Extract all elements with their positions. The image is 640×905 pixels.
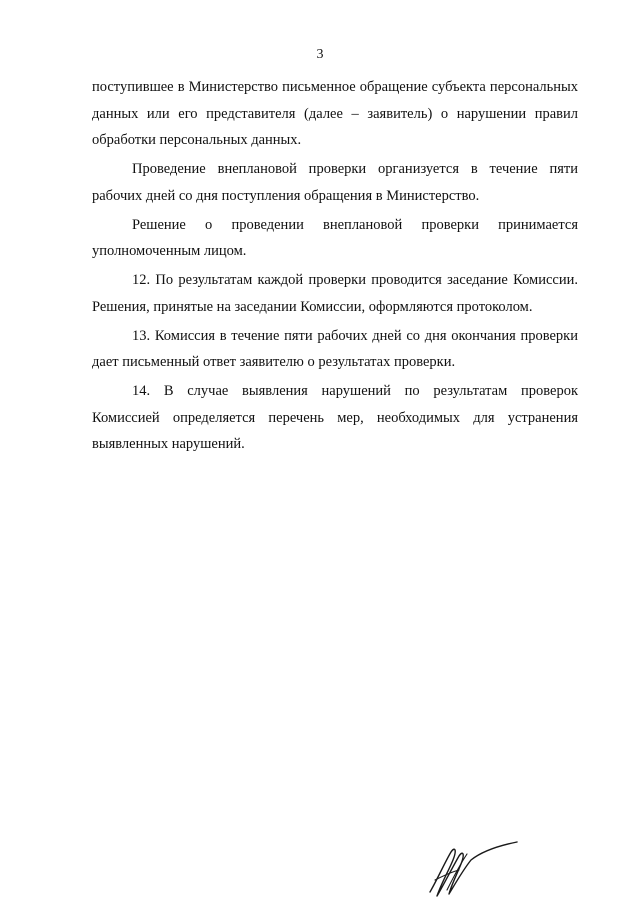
paragraph-continuation: поступившее в Министерство письменное обращение субъекта персональных данных или его представителя (далее – заявитель) о нарушении правил обработки персональных данных. (92, 79, 578, 148)
paragraph-item-12: 12. По результатам каждой проверки проводится заседание Комиссии. Решения, принятые на заседании Комиссии, оформляются протоколом. (92, 272, 578, 315)
paragraph-decision: Решение о проведении внеплановой проверки принимается уполномоченным лицом. (92, 216, 578, 259)
page-number: 3 (316, 47, 324, 62)
document-body (92, 74, 578, 460)
paragraph-unscheduled-check-timing: Проведение внеплановой проверки организуется в течение пяти рабочих дней со дня поступления обращения в Министерство. (92, 161, 578, 204)
handwritten-signature (425, 840, 525, 900)
paragraph-item-13: 13. Комиссия в течение пяти рабочих дней со дня окончания проверки дает письменный ответ заявителю о результатах проверки. (92, 327, 578, 370)
paragraph-item-14: 14. В случае выявления нарушений по результатам проверок Комиссией определяется перечень мер, необходимых для устранения выявленных нарушений. (92, 383, 578, 452)
